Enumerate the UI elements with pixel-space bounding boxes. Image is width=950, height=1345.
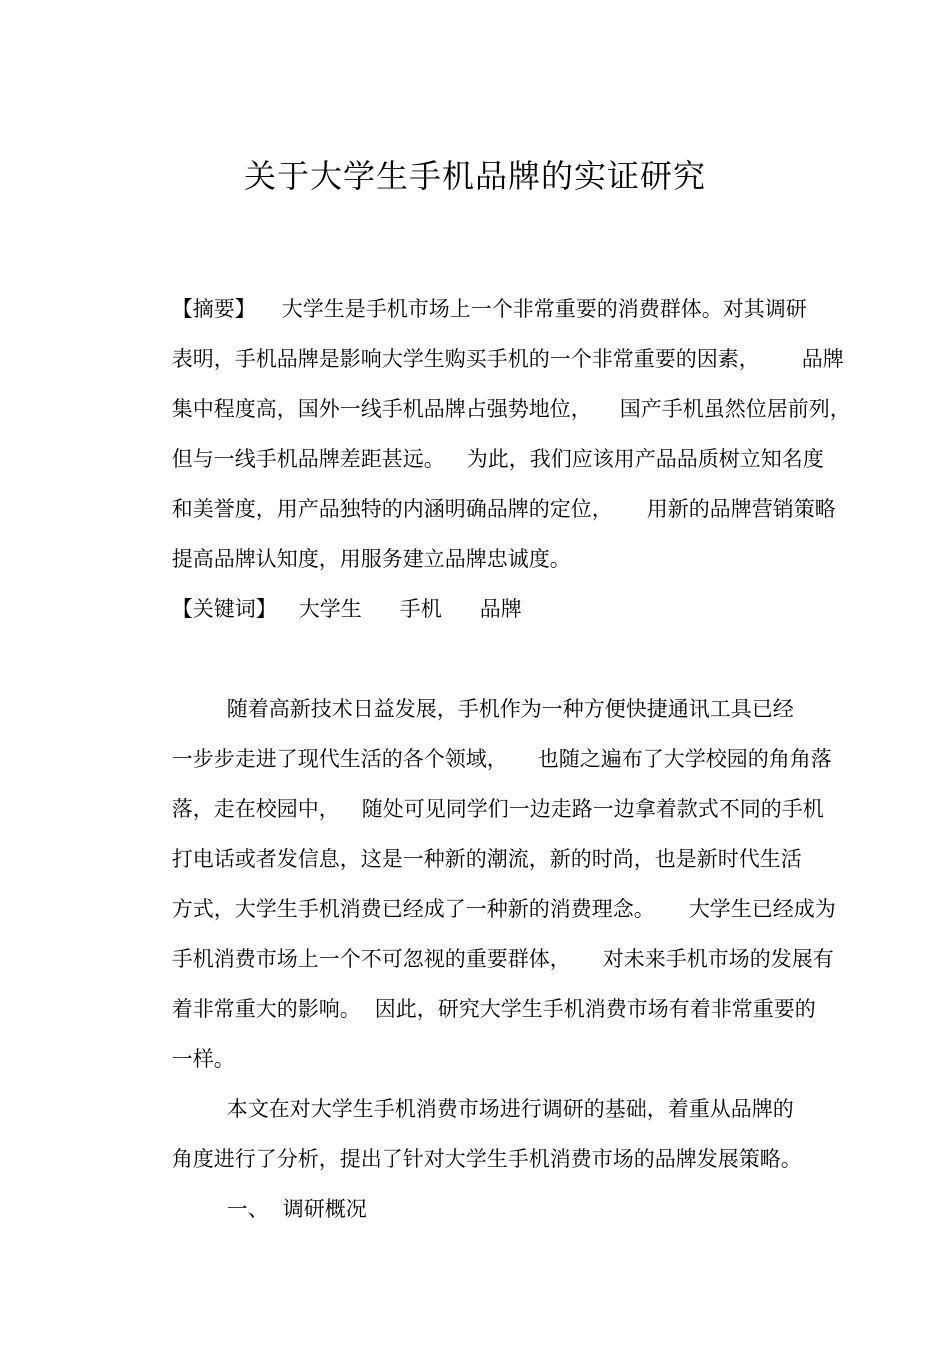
body-p1-line-7 (145, 964, 816, 1054)
body-text: 一样。 (171, 1047, 235, 1071)
body-text: 手机消费市场上一个不可忽视的重要群体， (171, 947, 571, 971)
abstract-text: 品牌 (801, 347, 844, 371)
body-text: 落，走在校园中， (171, 797, 340, 821)
section-heading (200, 1164, 367, 1254)
body-text: 一步步走进了现代生活的各个领域， (171, 747, 508, 771)
section-title: 调研概况 (282, 1197, 367, 1221)
body-text: 也随之遍布了大学校园的角角落 (537, 747, 832, 771)
abstract-text: 为此，我们应该用产品品质树立知名度 (466, 447, 824, 471)
keyword: 大学生 (298, 597, 362, 621)
body-text: 方式，大学生手机消费已经成了一种新的消费理念。 (171, 897, 655, 921)
body-text: 大学生已经成为 (688, 897, 836, 921)
body-text: 对未来手机市场的发展有 (602, 947, 834, 971)
body-text: 打电话或者发信息，这是一种新的潮流，新的时尚，也是新时代生活 (171, 847, 802, 871)
abstract-text: 提高品牌认知度，用服务建立品牌忠诚度。 (171, 547, 571, 571)
abstract-label: 【摘要】 (171, 297, 256, 321)
keyword: 品牌 (479, 597, 522, 621)
body-text: 本文在对大学生手机消费市场进行调研的基础，着重从品牌的 (226, 1097, 794, 1121)
body-text: 角度进行了分析，提出了针对大学生手机消费市场的品牌发展策略。 (171, 1147, 802, 1171)
body-text: 随处可见同学们一边走路一边拿着款式不同的手机 (361, 797, 824, 821)
body-text: 着非常重大的影响。 (171, 997, 361, 1021)
abstract-text: 集中程度高，国外一线手机品牌占强势地位， (171, 397, 592, 421)
abstract-text: 大学生是手机市场上一个非常重要的消费群体。对其调研 (281, 297, 807, 321)
abstract-text: 用新的品牌营销策略 (646, 497, 836, 521)
abstract-text: 和美誉度，用产品独特的内涵明确品牌的定位， (171, 497, 613, 521)
section-number: 一、 (226, 1197, 269, 1221)
body-text: 因此，研究大学生手机消费市场有着非常重要的 (374, 997, 816, 1021)
keywords-line (145, 564, 522, 654)
document-title: 关于大学生手机品牌的实证研究 (243, 157, 706, 195)
abstract-text: 国产手机虽然位居前列， (619, 397, 851, 421)
keywords-label: 【关键词】 (171, 597, 277, 621)
body-text: 随着高新技术日益发展，手机作为一种方便快捷通讯工具已经 (226, 697, 794, 721)
abstract-text: 表明，手机品牌是影响大学生购买手机的一个非常重要的因素， (171, 347, 760, 371)
keyword: 手机 (399, 597, 442, 621)
abstract-text: 但与一线手机品牌差距甚远。 (171, 447, 445, 471)
